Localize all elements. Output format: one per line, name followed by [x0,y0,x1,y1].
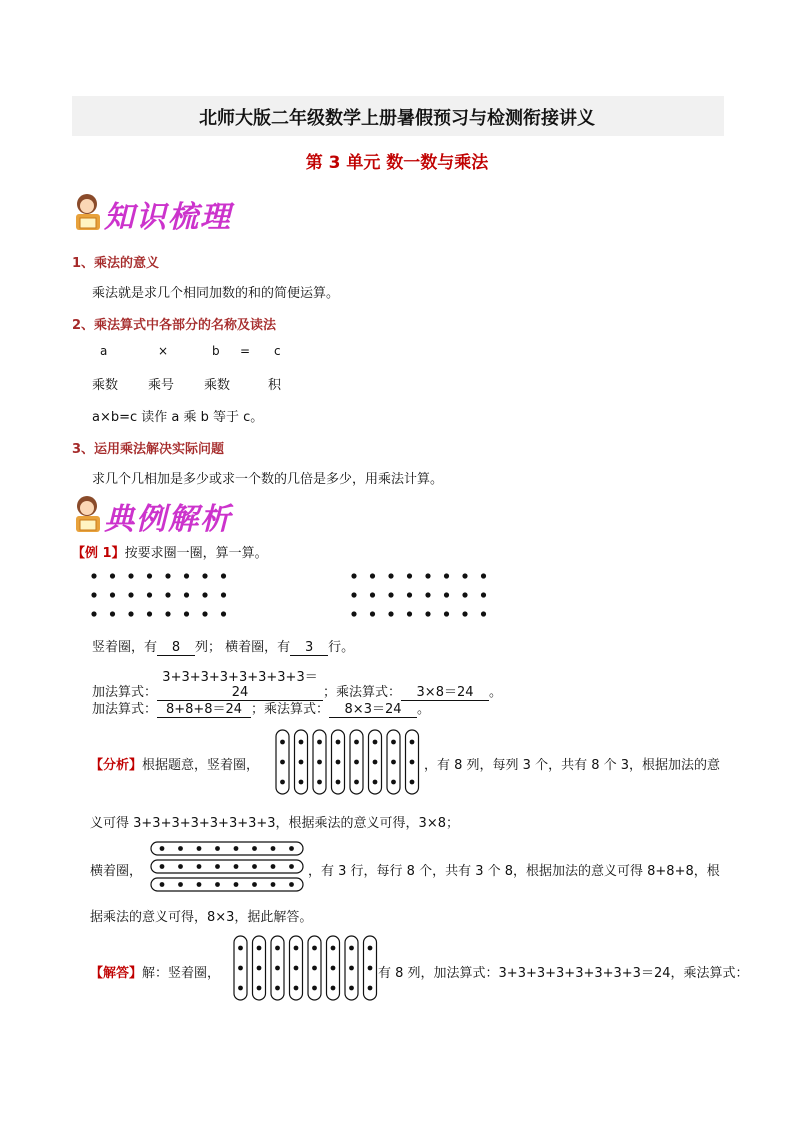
dot [388,573,393,578]
dot [294,946,299,951]
dot [407,611,412,616]
girl-reading-icon [72,190,106,234]
formula-symbol: b [212,344,220,358]
dot [481,611,486,616]
dot [317,740,322,745]
dot [391,740,396,745]
dot [391,780,396,785]
vertical-circle-group [230,934,380,1004]
section-2-title: 2、乘法算式中各部分的名称及读法 [72,318,277,333]
examples-banner-text: 典例解析 [104,502,232,537]
dot [238,986,243,991]
dot [160,846,165,851]
analysis-tag: 【分析】 [90,758,143,773]
dot [221,592,226,597]
dot [271,846,276,851]
dot [234,864,239,869]
dot [178,864,183,869]
example-1-line [72,542,268,561]
dot [91,611,96,616]
dot [128,592,133,597]
formula-symbol: c [274,344,281,358]
dot [425,611,430,616]
dot [373,780,378,785]
dot [373,760,378,765]
dot [299,760,304,765]
dot [215,882,220,887]
examples-banner [72,492,272,538]
dot [289,882,294,887]
dot [317,760,322,765]
formula-part-name: 乘数 [92,378,119,393]
dot [252,846,257,851]
row-circle [151,860,303,873]
dot [110,592,115,597]
dot [238,966,243,971]
dot [312,946,317,951]
dot [197,882,202,887]
dot [336,760,341,765]
unit-title: 第 3 单元 数一数与乘法 [305,153,489,173]
dot [165,611,170,616]
dot [331,946,336,951]
dot [351,611,356,616]
dot [202,573,207,578]
dot [444,611,449,616]
answer-blank: 3+3+3+3+3+3+3+3＝24 [157,666,323,701]
dot [354,760,359,765]
dot [336,740,341,745]
dot [373,740,378,745]
dot [280,760,285,765]
dot [202,592,207,597]
dot [160,864,165,869]
dot [221,573,226,578]
dot [410,760,415,765]
dot [370,592,375,597]
formula-part-name: 乘数 [204,378,231,393]
dot [91,573,96,578]
analysis-line-4: 据乘法的意义可得，8×3，据此解答。 [90,910,313,925]
dot [336,780,341,785]
dot [312,966,317,971]
dot [462,573,467,578]
dot [280,780,285,785]
dot [388,611,393,616]
dot [215,846,220,851]
dot [215,864,220,869]
dot [370,573,375,578]
dot [271,882,276,887]
formula-part-name: 积 [268,378,282,393]
dot [184,611,189,616]
dot [275,986,280,991]
dot [370,611,375,616]
section-3-text: 求几个几相加是多少或求一个数的几倍是多少，用乘法计算。 [92,472,444,487]
dot [331,966,336,971]
dot [312,986,317,991]
answer-line-b: 有 8 列，加法算式：3+3+3+3+3+3+3+3＝24，乘法算式： [378,966,749,981]
formula-part-name: 乘号 [148,378,175,393]
example-1-tag: 【例 1】 [72,546,125,561]
dot [349,966,354,971]
dot [197,846,202,851]
page-title: 北师大版二年级数学上册暑假预习与检测衔接讲义 [199,108,595,129]
dot [351,592,356,597]
dot [294,966,299,971]
dot [202,611,207,616]
question-3: 加法算式： 8+8+8＝24 ；乘法算式： 8×3＝24 。 [92,698,430,718]
section-3-title: 3、运用乘法解决实际问题 [72,442,225,457]
dot [147,573,152,578]
analysis-line-1a: 【分析】根据题意，竖着圈， [90,758,260,773]
dot [317,780,322,785]
dot [407,573,412,578]
dot [354,780,359,785]
dot [238,946,243,951]
dot [197,864,202,869]
dot [368,986,373,991]
formula-reading: a×b=c 读作 a 乘 b 等于 c。 [92,410,264,425]
section-1-text: 乘法就是求几个相同加数的和的简便运算。 [92,286,340,301]
dot [444,573,449,578]
formula-symbol: = [240,344,251,358]
dot [462,592,467,597]
dot [331,986,336,991]
dot-grid-right [346,568,496,620]
question-1: 竖着圈，有 8 列； 横着圈，有 3 行。 [92,640,355,655]
formula-symbol: × [158,344,169,358]
dot [289,846,294,851]
dot-grid-left [86,568,236,620]
dot [110,611,115,616]
analysis-line-2: 义可得 3+3+3+3+3+3+3+3，根据乘法的意义可得，3×8； [90,816,459,831]
dot [294,986,299,991]
dot [128,611,133,616]
row-circle [151,878,303,891]
dot [257,946,262,951]
answer-blank: 8 [157,640,195,656]
answer-tag: 【解答】 [90,966,143,981]
section-1-title: 1、乘法的意义 [72,256,160,271]
dot [462,611,467,616]
dot [410,780,415,785]
dot [147,592,152,597]
row-circle [151,842,303,855]
analysis-line-3b: ，有 3 行，每行 8 个，共有 3 个 8，根据加法的意义可得 8+8+8，根 [308,864,720,879]
dot [221,611,226,616]
dot [252,882,257,887]
dot [388,592,393,597]
analysis-line-3a: 横着圈， [90,864,143,879]
dot [425,592,430,597]
answer-blank: 8×3＝24 [329,698,417,718]
dot [289,864,294,869]
dot [407,592,412,597]
knowledge-banner-text: 知识梳理 [104,200,232,235]
dot [280,740,285,745]
dot [391,760,396,765]
dot [184,592,189,597]
formula-symbol: a [100,344,108,358]
vertical-circle-group [272,728,422,798]
answer-blank: 3×8＝24 [401,681,489,701]
dot [110,573,115,578]
dot [349,946,354,951]
dot [368,946,373,951]
dot [425,573,430,578]
dot [257,986,262,991]
knowledge-banner [72,190,272,236]
dot [178,846,183,851]
dot [165,592,170,597]
dot [91,592,96,597]
dot [147,611,152,616]
answer-blank: 8+8+8＝24 [157,698,251,718]
dot [184,573,189,578]
dot [299,780,304,785]
dot [234,882,239,887]
dot [128,573,133,578]
dot [351,573,356,578]
example-1-text: 按要求圈一圈，算一算。 [124,546,268,561]
dot [481,592,486,597]
dot [252,864,257,869]
question-2: 加法算式：3+3+3+3+3+3+3+3＝24 ；乘法算式： 3×8＝24 。 [92,666,502,701]
horizontal-circle-group [148,838,308,896]
dot [178,882,183,887]
dot [271,864,276,869]
dot [368,966,373,971]
dot [349,986,354,991]
dot [410,740,415,745]
dot [481,573,486,578]
analysis-line-1b: ，有 8 列，每列 3 个，共有 8 个 3，根据加法的意 [424,758,721,773]
dot [354,740,359,745]
answer-line-a: 【解答】解：竖着圈， [90,966,221,981]
dot [299,740,304,745]
dot [275,946,280,951]
dot [160,882,165,887]
girl-reading-icon [72,492,106,536]
dot [165,573,170,578]
dot [257,966,262,971]
answer-blank: 3 [290,640,328,656]
dot [234,846,239,851]
dot [444,592,449,597]
dot [275,966,280,971]
